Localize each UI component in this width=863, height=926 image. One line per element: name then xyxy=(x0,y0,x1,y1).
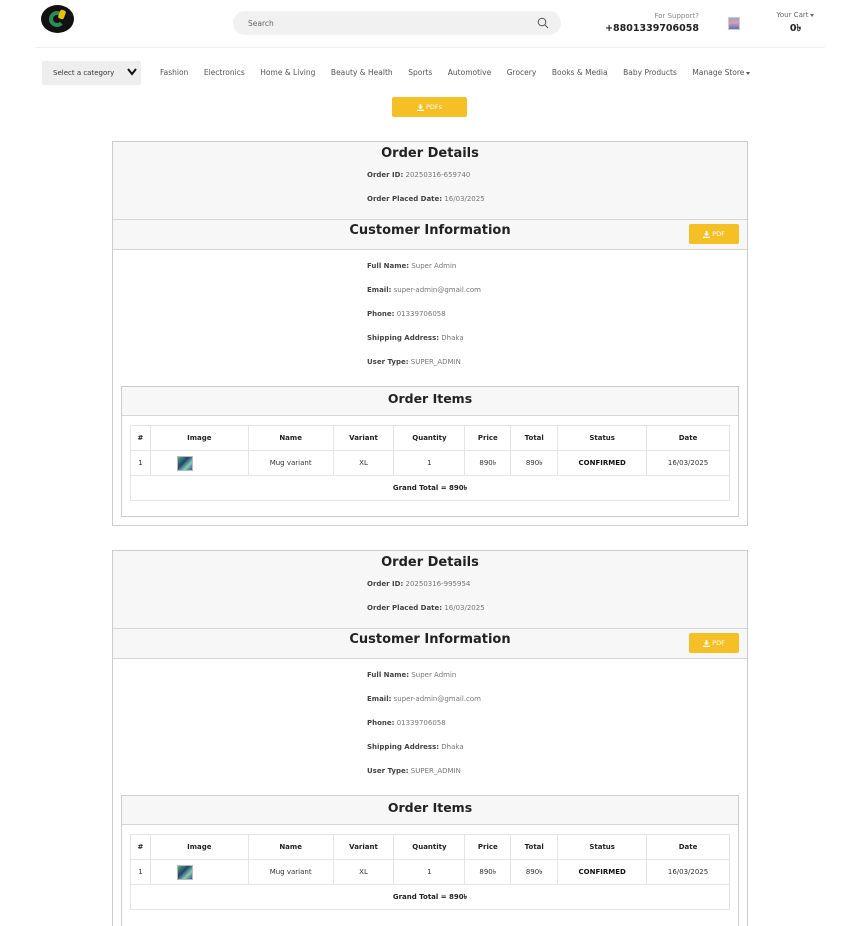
category-select-label: Select a category xyxy=(53,69,115,77)
support-phone: +8801339706058 xyxy=(605,23,699,34)
phone-row: Phone: 01339706058 xyxy=(367,310,446,318)
user-type-row: User Type: SUPER_ADMIN xyxy=(367,767,461,775)
customer-info-body xyxy=(113,250,747,386)
nav-link-manage-store[interactable]: Manage Store xyxy=(692,68,750,77)
table-header-row: # Image Name Variant Quantity Price Total Status Date xyxy=(131,426,730,451)
pdf-button[interactable] xyxy=(689,224,739,244)
full-name-row: Full Name: Super Admin xyxy=(367,262,457,270)
table-row: 1 Mug variant XL 1 890৳ 890৳ CONFIRMED 16/03/2025 xyxy=(131,860,730,885)
order-items-heading: Order Items xyxy=(387,391,473,406)
customer-info-heading: Customer Information xyxy=(349,632,511,647)
product-thumbnail[interactable] xyxy=(177,456,193,471)
search-bar xyxy=(233,11,561,35)
order-items-heading: Order Items xyxy=(387,800,473,815)
site-header xyxy=(36,0,825,48)
order-id-row: Order ID: 20250316-995954 xyxy=(367,580,471,588)
nav-link-automotive[interactable]: Automotive xyxy=(447,68,492,77)
order-items-panel xyxy=(121,386,739,517)
order-card xyxy=(112,550,748,926)
download-icon xyxy=(703,231,710,238)
order-id-value: 20250316-659740 xyxy=(405,171,471,179)
cart-amount: 0৳ xyxy=(789,23,802,34)
order-date-value: 16/03/2025 xyxy=(444,195,485,203)
search-input[interactable] xyxy=(233,11,523,35)
order-details-section xyxy=(113,142,747,220)
customer-info-header xyxy=(113,220,747,250)
order-details-section xyxy=(113,551,747,629)
download-pdfs-label: PDFs xyxy=(425,103,443,111)
category-select[interactable] xyxy=(42,61,141,85)
customer-info-body xyxy=(113,659,747,795)
order-date-row: Order Placed Date: 16/03/2025 xyxy=(367,604,485,612)
order-items-table xyxy=(130,834,730,910)
shipping-address-row: Shipping Address: Dhaka xyxy=(367,743,464,751)
order-id-row: Order ID: 20250316-659740 xyxy=(367,171,471,179)
download-icon xyxy=(703,640,710,647)
grand-total-row xyxy=(131,476,730,501)
cart-label: Your Cart xyxy=(773,11,818,19)
category-nav xyxy=(42,61,802,85)
table-header-row: # Image Name Variant Quantity Price Total Status Date xyxy=(131,835,730,860)
nav-link-home-living[interactable]: Home & Living xyxy=(260,68,316,77)
order-card xyxy=(112,141,748,526)
email-row: Email: super-admin@gmail.com xyxy=(367,286,481,294)
cart-button[interactable] xyxy=(773,11,818,37)
download-icon xyxy=(417,104,424,111)
nav-link-beauty-health[interactable]: Beauty & Health xyxy=(330,68,393,77)
order-date-row: Order Placed Date: 16/03/2025 xyxy=(367,195,485,203)
support-label: For Support? xyxy=(654,12,699,20)
nav-link-fashion[interactable]: Fashion xyxy=(160,68,189,77)
nav-link-sports[interactable]: Sports xyxy=(408,68,433,77)
logo[interactable] xyxy=(41,5,74,33)
avatar[interactable] xyxy=(728,17,740,30)
grand-total-row xyxy=(131,885,730,910)
email-row: Email: super-admin@gmail.com xyxy=(367,695,481,703)
nav-link-baby-products[interactable]: Baby Products xyxy=(623,68,677,77)
support-info xyxy=(605,12,699,34)
status-badge: CONFIRMED xyxy=(558,451,647,476)
nav-link-books-media[interactable]: Books & Media xyxy=(551,68,608,77)
user-type-row: User Type: SUPER_ADMIN xyxy=(367,358,461,366)
nav-link-grocery[interactable]: Grocery xyxy=(506,68,537,77)
table-row: 1 Mug variant XL 1 890৳ 890৳ CONFIRMED 16/03/2025 xyxy=(131,451,730,476)
chevron-down-icon xyxy=(126,67,138,77)
download-pdfs-button[interactable] xyxy=(392,97,467,117)
order-id-value: 20250316-995954 xyxy=(405,580,471,588)
order-details-heading: Order Details xyxy=(381,555,479,570)
order-items-table xyxy=(130,425,730,501)
customer-info-header xyxy=(113,629,747,659)
full-name-row: Full Name: Super Admin xyxy=(367,671,457,679)
pdf-button[interactable] xyxy=(689,633,739,653)
pdf-button-label: PDF xyxy=(712,639,725,647)
product-thumbnail[interactable] xyxy=(177,865,193,880)
phone-row: Phone: 01339706058 xyxy=(367,719,446,727)
pdf-button-label: PDF xyxy=(712,230,725,238)
shipping-address-row: Shipping Address: Dhaka xyxy=(367,334,464,342)
grand-total: Grand Total = 890৳ xyxy=(131,885,730,910)
customer-info-heading: Customer Information xyxy=(349,223,511,238)
grand-total: Grand Total = 890৳ xyxy=(131,476,730,501)
order-details-heading: Order Details xyxy=(381,146,479,161)
order-items-panel xyxy=(121,795,739,926)
order-date-value: 16/03/2025 xyxy=(444,604,485,612)
nav-link-electronics[interactable]: Electronics xyxy=(203,68,245,77)
status-badge: CONFIRMED xyxy=(558,860,647,885)
search-icon[interactable] xyxy=(537,17,549,29)
